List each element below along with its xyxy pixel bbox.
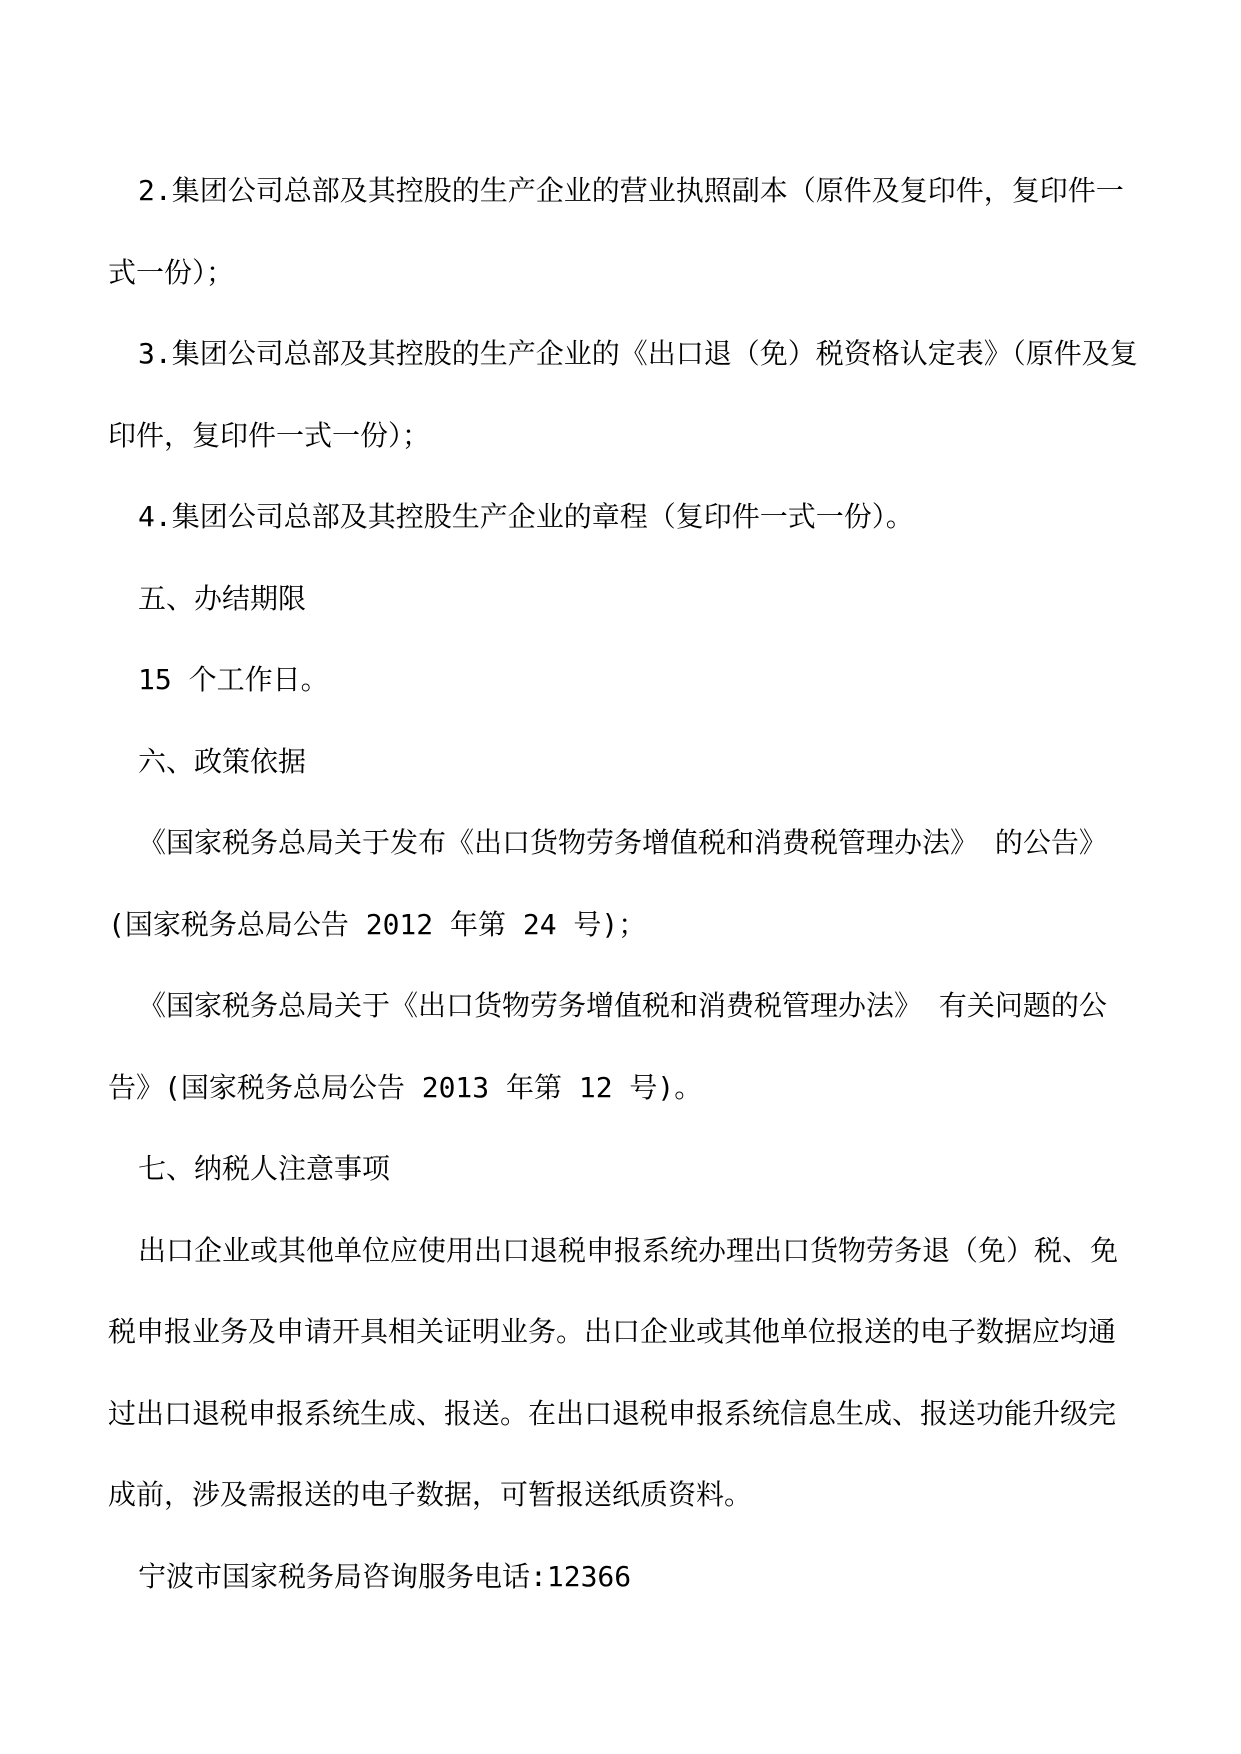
processing-time-text: 15 个工作日。 <box>138 663 329 696</box>
list-item-2: 2.集团公司总部及其控股的生产企业的营业执照副本（原件及复印件，复印件一式一份）； <box>108 174 1124 289</box>
section-heading-taxpayer-notes: 七、纳税人注意事项 <box>138 1152 391 1185</box>
policy-reference-2013: 《国家税务总局关于《出口货物劳务增值税和消费税管理办法》 有关问题的公告》(国家税务总局公告 2013 年第 12 号)。 <box>108 989 1107 1104</box>
list-item-4: 4.集团公司总部及其控股生产企业的章程（复印件一式一份）。 <box>138 500 914 533</box>
list-item-3: 3.集团公司总部及其控股的生产企业的《出口退（免）税资格认定表》（原件及复印件，复印件一式一份）； <box>108 337 1138 452</box>
policy-reference-2012: 《国家税务总局关于发布《出口货物劳务增值税和消费税管理办法》 的公告》(国家税务总局公告 2012 年第 24 号)； <box>108 826 1107 941</box>
contact-phone-text: 宁波市国家税务局咨询服务电话:12366 <box>138 1559 632 1593</box>
section-heading-processing-time: 五、办结期限 <box>138 581 307 615</box>
taxpayer-notes-text: 出口企业或其他单位应使用出口退税申报系统办理出口货物劳务退（免）税、免税申报业务及申请开具相关证明业务。出口企业或其他单位报送的电子数据应均通过出口退税申报系统生成、报送。在出口退税申报系统信息生成、报送功能升级完成前，涉及需报送的电子数据，可暂报送纸质资料。 <box>108 1233 1119 1511</box>
section-heading-policy-basis: 六、政策依据 <box>138 744 307 778</box>
